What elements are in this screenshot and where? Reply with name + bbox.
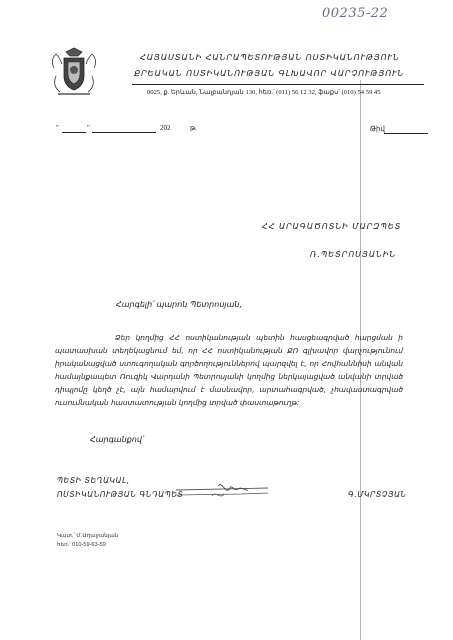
date-quote-close: " — [87, 124, 90, 132]
addressee-title: ՀՀ ԱՐԱԳԱԾՈՏՆԻ ՄԱՐԶՊԵՏ — [262, 222, 402, 231]
signatory-title-line-1: ՊԵՏԻ ՏԵՂԱԿԱԼ, — [57, 476, 130, 485]
date-year: 202 — [160, 124, 171, 132]
number-blank — [384, 133, 428, 134]
number-label: Թիվ — [370, 125, 385, 133]
coat-of-arms-emblem — [48, 46, 100, 98]
closing: Հարգանքով՝ — [90, 435, 144, 444]
signatory-name: Գ.ՄԿՐՏՉՅԱՆ — [348, 490, 407, 499]
addressee-name: Ռ.ՊԵՏՐՈՍՅԱՆԻՆ — [310, 250, 397, 259]
handwritten-signature — [172, 476, 272, 506]
header-address: 0025, ք. Երևան, Նալբանդյան 130, հեռ.՝ (011) 56 12 32, ֆաքս՝ (010) 54 59 45 — [147, 89, 381, 96]
date-year-suffix: թ. — [190, 124, 197, 132]
salutation: Հարգելի՛ պարոն Պետրոսյան, — [116, 300, 243, 309]
header-rule — [132, 84, 424, 85]
header-line-1: ՀԱՅԱՍՏԱՆԻ ՀԱՆՐԱՊԵՏՈՒԹՅԱՆ ՈՍՏԻԿԱՆՈՒԹՅՈՒՆ — [140, 52, 400, 62]
executor-phone: հեռ.՝ 010-59-63-59 — [57, 542, 106, 548]
registration-number: 00235-22 — [322, 6, 389, 21]
executor-name: Կատ.՝ Մ.Աղաջանյան — [57, 533, 119, 539]
header-line-2: ՔՐԵԱԿԱՆ ՈՍՏԻԿԱՆՈՒԹՅԱՆ ԳԼԽԱՎՈՐ ՎԱՐՉՈՒԹՅՈՒՆ — [134, 68, 405, 78]
letter-body: Ձեր կողմից ՀՀ ոստիկանության պետին հասցեագրված հարցման ի պատասխան տեղեկացնում եմ, որ ՀՀ ոստիկանության ՔՈ գլխավոր վարչությունում իրականացված ստուգողական գործողություններով պարզվել է, որ Հովհաննիսի անվան համայնքապետ Ռուզիկ Վարդանի Պետրոսյանի կողմից ներկայացված անվանի տրված դիպլոմը կեղծ չէ, այն համարվում է մասնավոր, արտահագրված, չհավաստագրված ուսումնական հաստատության կողմից տրված փաստաթուղթ: — [55, 333, 403, 407]
date-day-blank — [62, 132, 86, 133]
date-quote-open: " — [56, 124, 59, 132]
signatory-title-line-2: ՈՍՏԻԿԱՆՈՒԹՅԱՆ ԳՆԴԱՊԵՏ — [57, 490, 184, 499]
date-month-blank — [92, 132, 156, 133]
